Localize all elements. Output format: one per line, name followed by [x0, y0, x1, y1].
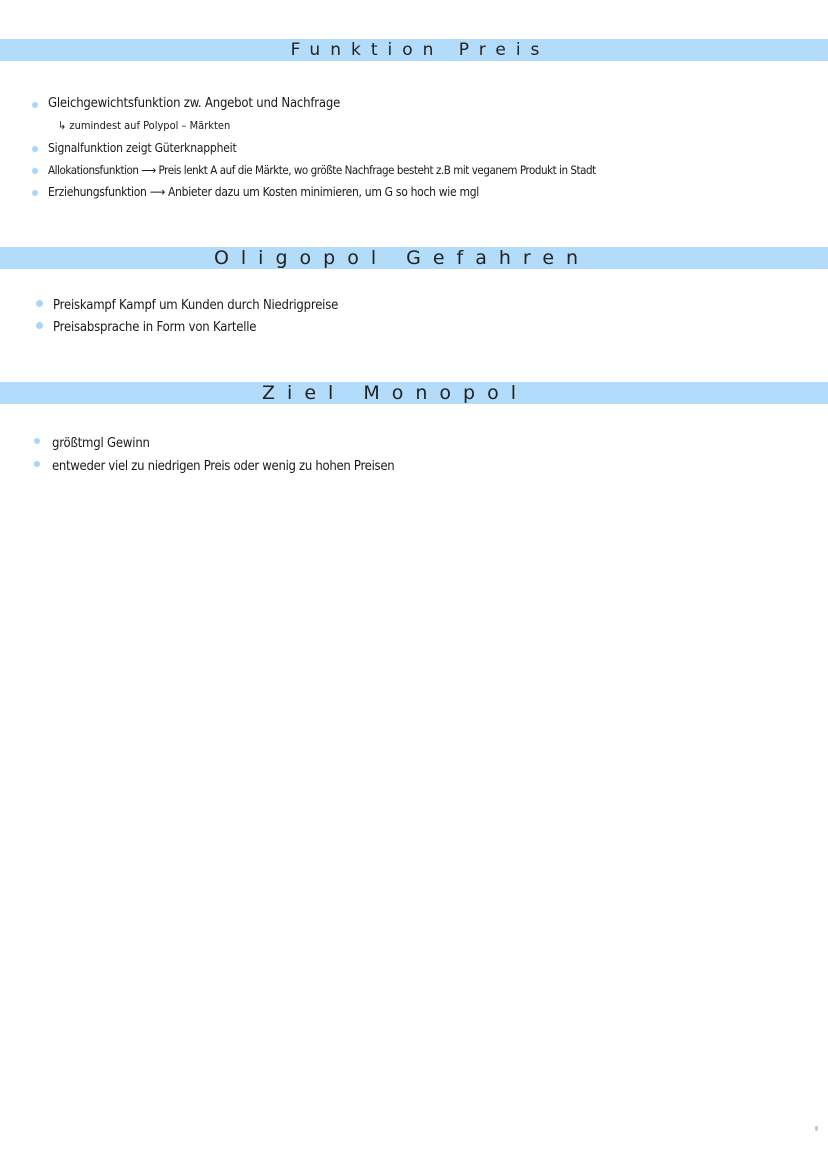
section-title: Ziel Monopol — [262, 382, 528, 404]
list-item — [32, 185, 596, 207]
list-item — [32, 163, 596, 185]
bullet-dot-icon — [32, 102, 38, 108]
page-corner-mark — [815, 1126, 818, 1131]
bullet-dot-icon — [36, 322, 43, 329]
item-text: größtmgl Gewinn — [52, 436, 150, 451]
bullet-dot-icon — [34, 438, 40, 444]
section-header-funktion-preis — [0, 39, 828, 61]
section-list-oligopol-gefahren — [36, 298, 338, 342]
list-item — [34, 459, 394, 482]
subnote-text: ↳ zumindest auf Polypol – Märkten — [58, 119, 231, 132]
list-item — [32, 96, 596, 119]
list-item — [32, 141, 596, 163]
list-item — [34, 436, 394, 459]
item-text: Erziehungsfunktion ⟶ Anbieter dazu um Kosten minimieren, um G so hoch wie mgl — [48, 185, 479, 199]
section-title: Oligopol Gefahren — [213, 247, 591, 269]
section-title: Funktion Preis — [290, 40, 550, 60]
item-text: Preisabsprache in Form von Kartelle — [53, 320, 257, 335]
item-text: Preiskampf Kampf um Kunden durch Niedrigpreise — [53, 298, 339, 313]
bullet-dot-icon — [32, 190, 38, 196]
bullet-dot-icon — [36, 300, 43, 307]
list-item — [36, 298, 338, 320]
item-text: Gleichgewichtsfunktion zw. Angebot und Nachfrage — [48, 96, 341, 111]
section-list-ziel-monopol — [34, 436, 394, 482]
item-text: Allokationsfunktion ⟶ Preis lenkt A auf die Märkte, wo größte Nachfrage besteht z.B mit veganem Produkt in Stadt — [48, 163, 596, 177]
section-header-ziel-monopol — [0, 382, 828, 404]
list-item — [36, 320, 338, 342]
item-text: Signalfunktion zeigt Güterknappheit — [48, 141, 237, 155]
section-list-funktion-preis — [32, 96, 596, 207]
bullet-dot-icon — [32, 168, 38, 174]
bullet-dot-icon — [32, 146, 38, 152]
section-header-oligopol-gefahren — [0, 247, 828, 269]
item-text: entweder viel zu niedrigen Preis oder wenig zu hohen Preisen — [52, 459, 395, 474]
bullet-dot-icon — [34, 461, 40, 467]
list-item-subnote — [32, 119, 596, 141]
